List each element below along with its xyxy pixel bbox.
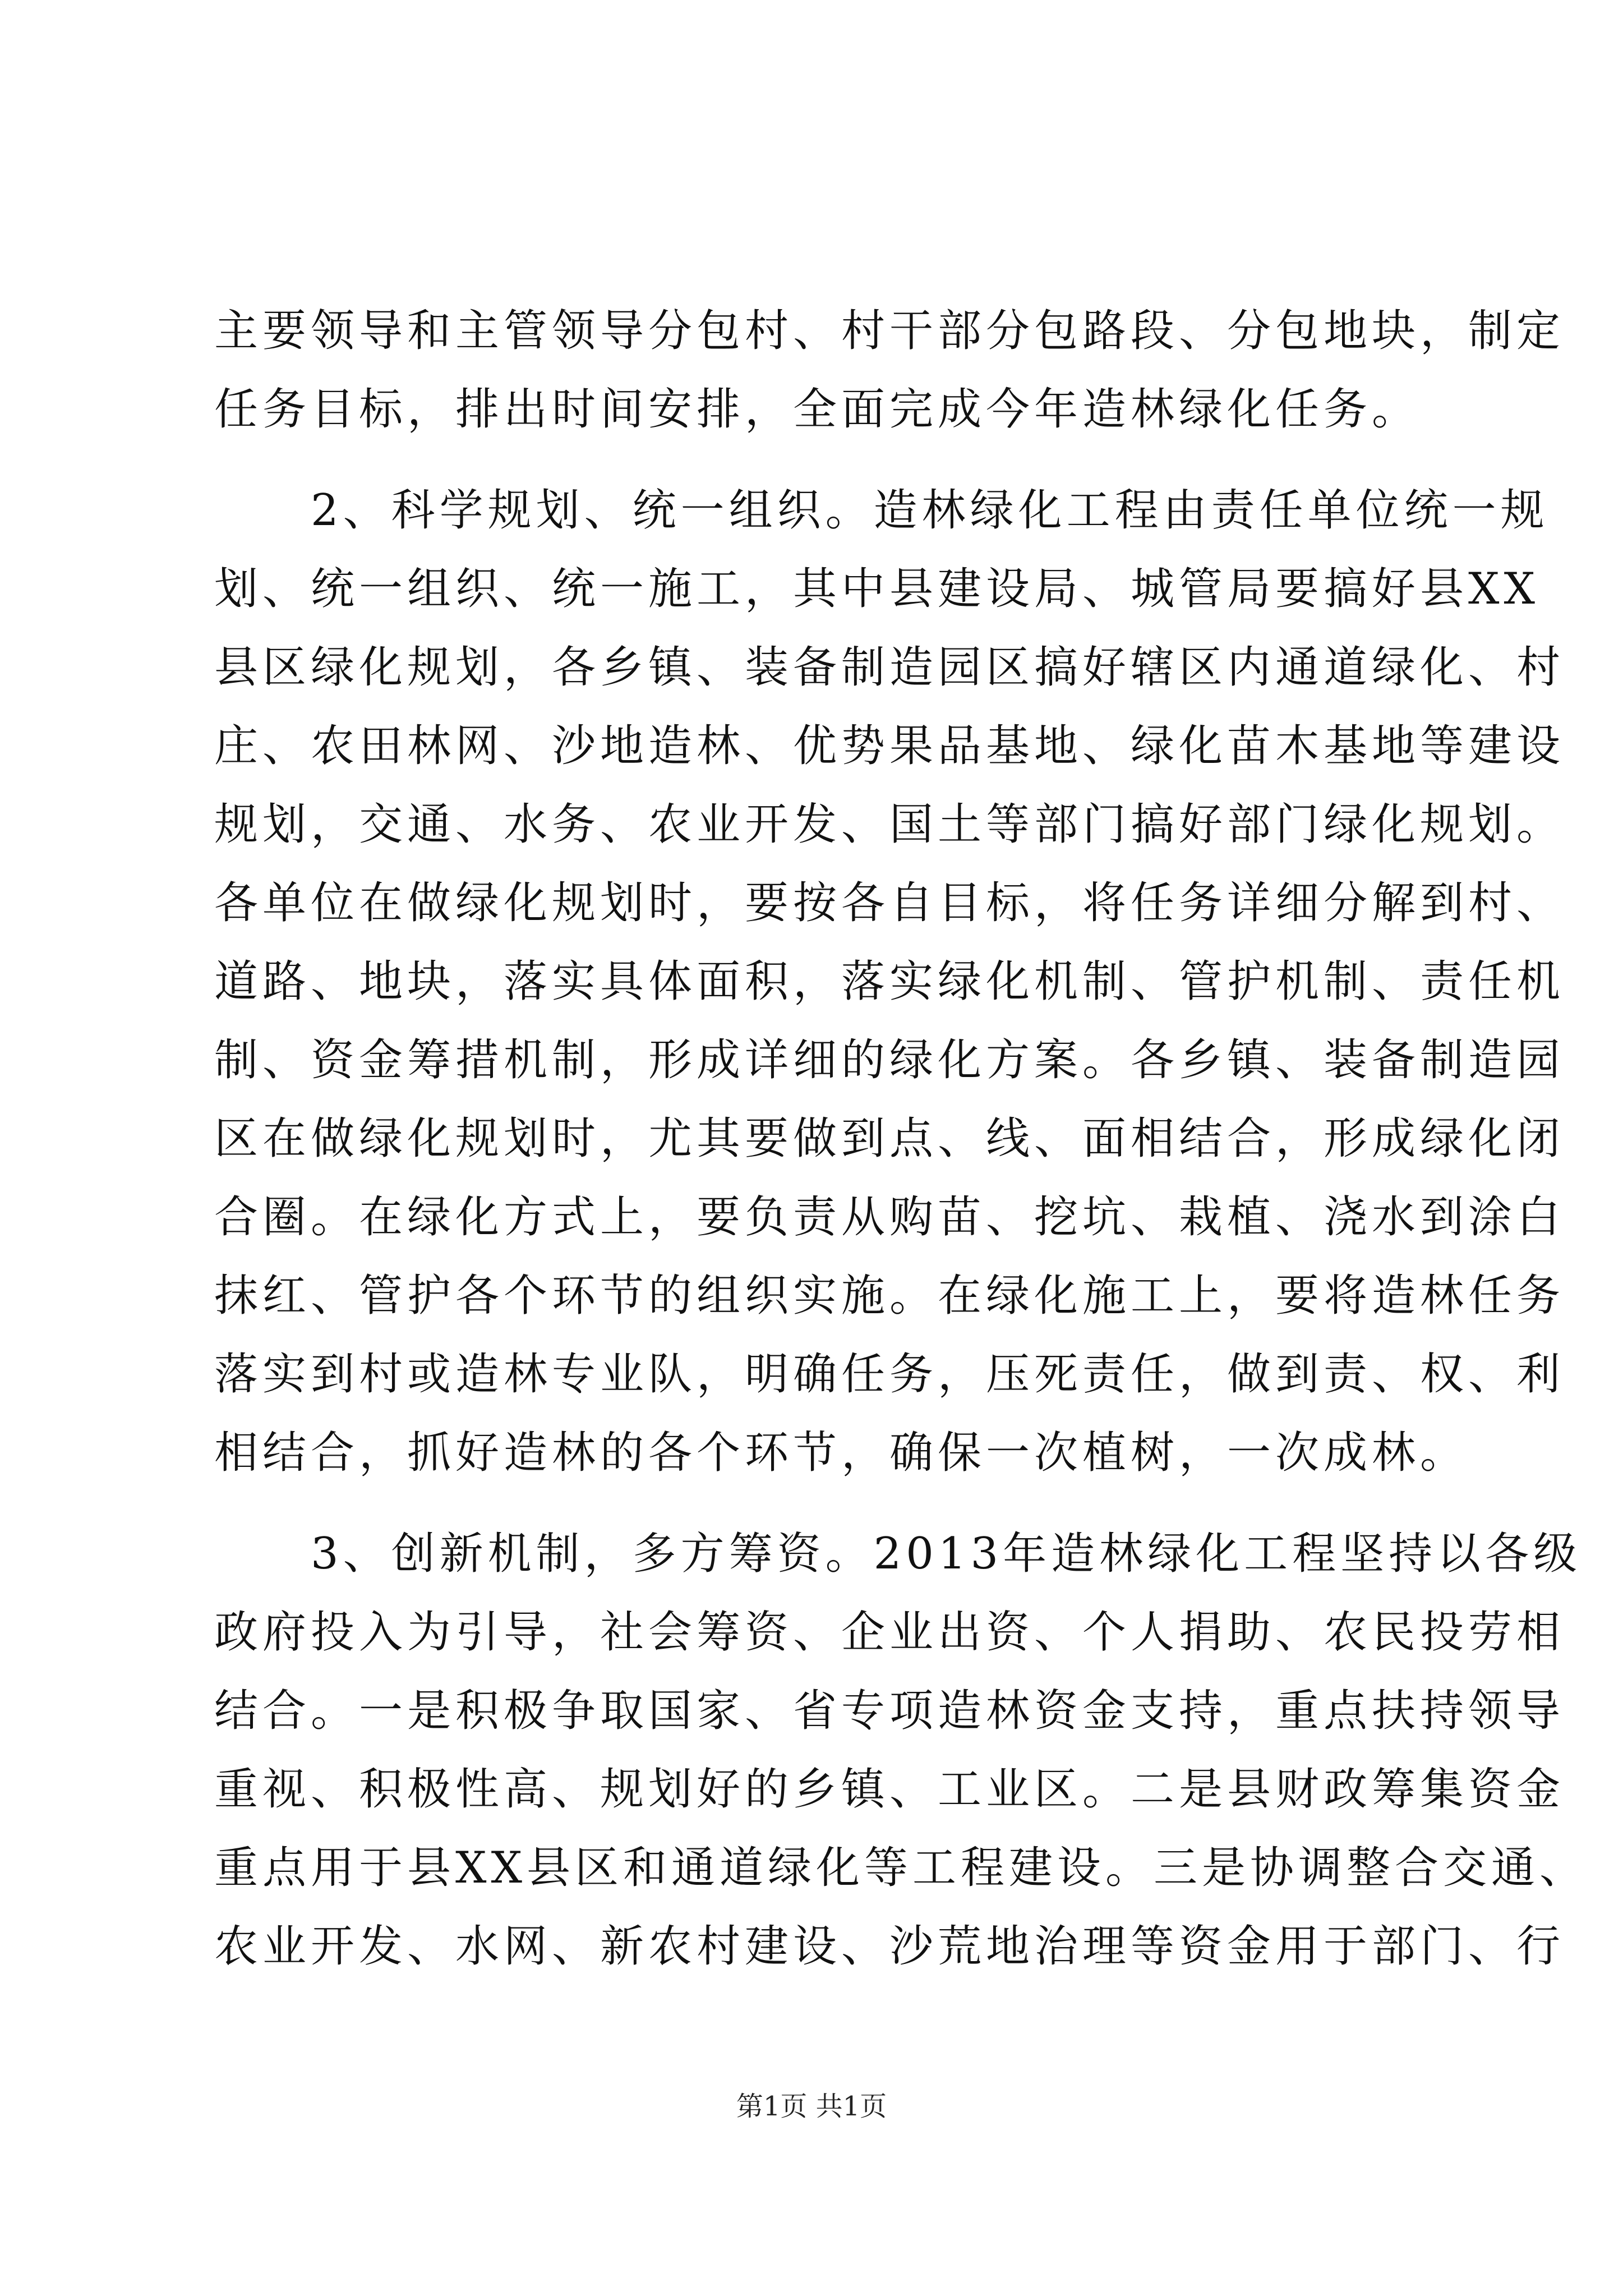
page-footer: 第1页 共1页 [736, 2091, 887, 2122]
text-line: 农业开发、水网、新农村建设、沙荒地治理等资金用于部门、行 [214, 1921, 1565, 1972]
text-line: 主要领导和主管领导分包村、村干部分包路段、分包地块，制定 [214, 306, 1565, 356]
text-line: 2、科学规划、统一组织。造林绿化工程由责任单位统一规 [214, 485, 1549, 536]
text-line: 3、创新机制，多方筹资。2013年造林绿化工程坚持以各级 [214, 1529, 1582, 1579]
text-line: 政府投入为引导，社会筹资、企业出资、个人捐助、农民投劳相 [214, 1607, 1565, 1658]
text-line: 结合。一是积极争取国家、省专项造林资金支持，重点扶持领导 [214, 1686, 1565, 1736]
text-line: 制、资金筹措机制，形成详细的绿化方案。各乡镇、装备制造园 [214, 1035, 1565, 1085]
text-line: 道路、地块，落实具体面积，落实绿化机制、管护机制、责任机 [214, 956, 1565, 1007]
text-line: 规划，交通、水务、农业开发、国土等部门搞好部门绿化规划。 [214, 799, 1565, 850]
text-line: 落实到村或造林专业队，明确任务，压死责任，做到责、权、利 [214, 1349, 1565, 1400]
text-line: 重视、积极性高、规划好的乡镇、工业区。二是县财政筹集资金 [214, 1764, 1565, 1815]
text-line: 县区绿化规划，各乡镇、装备制造园区搞好辖区内通道绿化、村 [214, 642, 1565, 693]
text-line: 任务目标，排出时间安排，全面完成今年造林绿化任务。 [214, 384, 1421, 435]
text-line: 各单位在做绿化规划时，要按各自目标，将任务详细分解到村、 [214, 878, 1565, 928]
text-line: 合圈。在绿化方式上，要负责从购苗、挖坑、栽植、浇水到涂白 [214, 1192, 1565, 1243]
text-line: 相结合，抓好造林的各个环节，确保一次植树，一次成林。 [214, 1428, 1469, 1478]
text-line: 划、统一组织、统一施工，其中县建设局、城管局要搞好县XX [214, 564, 1540, 614]
text-line: 区在做绿化规划时，尤其要做到点、线、面相结合，形成绿化闭 [214, 1114, 1565, 1164]
text-line: 抹红、管护各个环节的组织实施。在绿化施工上，要将造林任务 [214, 1271, 1565, 1321]
text-line: 庄、农田林网、沙地造林、优势果品基地、绿化苗木基地等建设 [214, 721, 1565, 771]
text-line: 重点用于县XX县区和通道绿化等工程建设。三是协调整合交通、 [214, 1843, 1588, 1893]
